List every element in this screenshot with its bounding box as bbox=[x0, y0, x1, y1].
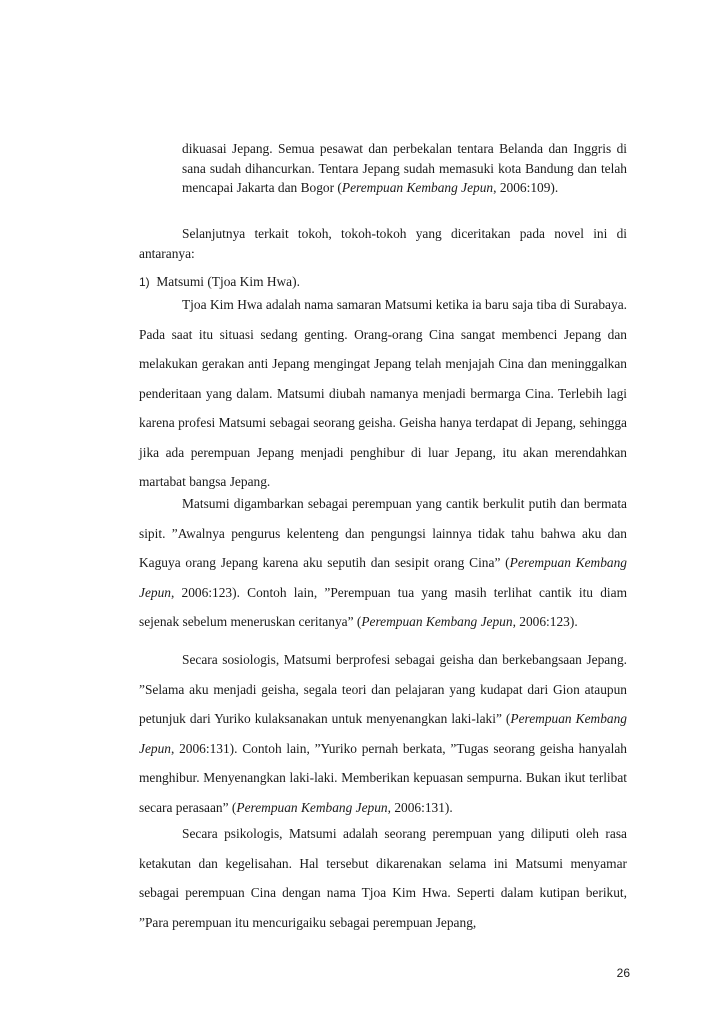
list-item-label: Matsumi (Tjoa Kim Hwa). bbox=[156, 274, 300, 289]
quote-source-title: Perempuan Kembang Jepun bbox=[341, 180, 494, 196]
block-quote bbox=[182, 139, 627, 198]
list-item bbox=[139, 272, 300, 292]
citation-title: Perempuan Kembang Jepun bbox=[139, 711, 627, 756]
paragraph-psychological: Secara psikologis, Matsumi adalah seorang perempuan yang diliputi oleh rasa ketakutan dan kegelisahan. Hal tersebut dikarenakan selama ini Matsumi menyamar sebagai perempuan Cina dengan nama Tjoa Kim Hwa. Seperti dalam kutipan berikut, ”Para perempuan itu mencurigaiku sebagai perempuan Jepang, bbox=[139, 826, 627, 930]
list-item-number: 1) bbox=[139, 275, 150, 289]
citation-title: Perempuan Kembang Jepun bbox=[139, 555, 628, 600]
citation-title: Perempuan Kembang Jepun bbox=[361, 614, 513, 629]
paragraph-tjoa-kim-hwa: Tjoa Kim Hwa adalah nama samaran Matsumi ketika ia baru saja tiba di Surabaya. Pada saat itu situasi sedang genting. Orang-orang Cina sangat membenci Jepang dan melakukan gerakan anti Jepang mengingat Jepang telah menjajah Cina dan meninggalkan penderitaan yang dalam. Matsumi diubah namanya menjadi bermarga Cina. Terlebih lagi karena profesi Matsumi sebagai seorang geisha. Geisha hanya terdapat di Jepang, sehingga jika ada perempuan Jepang menjadi penghibur di luar Jepang, itu akan merendahkan martabat bangsa Jepang. bbox=[139, 297, 627, 489]
citation-title: Perempuan Kembang Jepun bbox=[236, 799, 388, 815]
quote-text: dikuasai Jepang. Semua pesawat dan perbekalan tentara Belanda dan Inggris di sana sudah dihancurkan. Tentara Jepang sudah memasuki kota Bandung dan telah mencapai Jakarta dan Bogor ( bbox=[182, 141, 627, 196]
paragraph-sociological: Secara sosiologis, Matsumi berprofesi sebagai geisha dan berkebangsaan Jepang. ”Selama aku menjadi geisha, segala teori dan pelajaran yang kudapat dari Gion ataupun petunjuk dari Yuriko kulaksanakan untuk menyenangkan laki-laki” (Perempuan Kembang Jepun, 2006:131). Contoh lain, ”Yuriko pernah berkata, ”Tugas seorang geisha hanyalah menghibur. Menyenangkan laki-laki. Memberikan kepuasan sempurna. Bukan ikut terlibat secara perasaan” (Perempuan Kembang Jepun, 2006:131). bbox=[139, 652, 627, 815]
paragraph-appearance: Matsumi digambarkan sebagai perempuan yang cantik berkulit putih dan bermata sipit. ”Awalnya pengurus kelenteng dan pengungsi lainnya tidak tahu bahwa aku dan Kaguya orang Jepang karena aku seputih dan sesipit orang Cina” (Perempuan Kembang Jepun, 2006:123). Contoh lain, ”Perempuan tua yang masih terlihat cantik itu diam sejenak sebelum meneruskan ceritanya” (Perempuan Kembang Jepun, 2006:123). bbox=[139, 496, 628, 629]
page-number: 26 bbox=[616, 966, 630, 980]
intro-paragraph: Selanjutnya terkait tokoh, tokoh-tokoh yang diceritakan pada novel ini di antaranya: bbox=[139, 226, 627, 261]
quote-citation: , 2006:109). bbox=[493, 180, 559, 196]
